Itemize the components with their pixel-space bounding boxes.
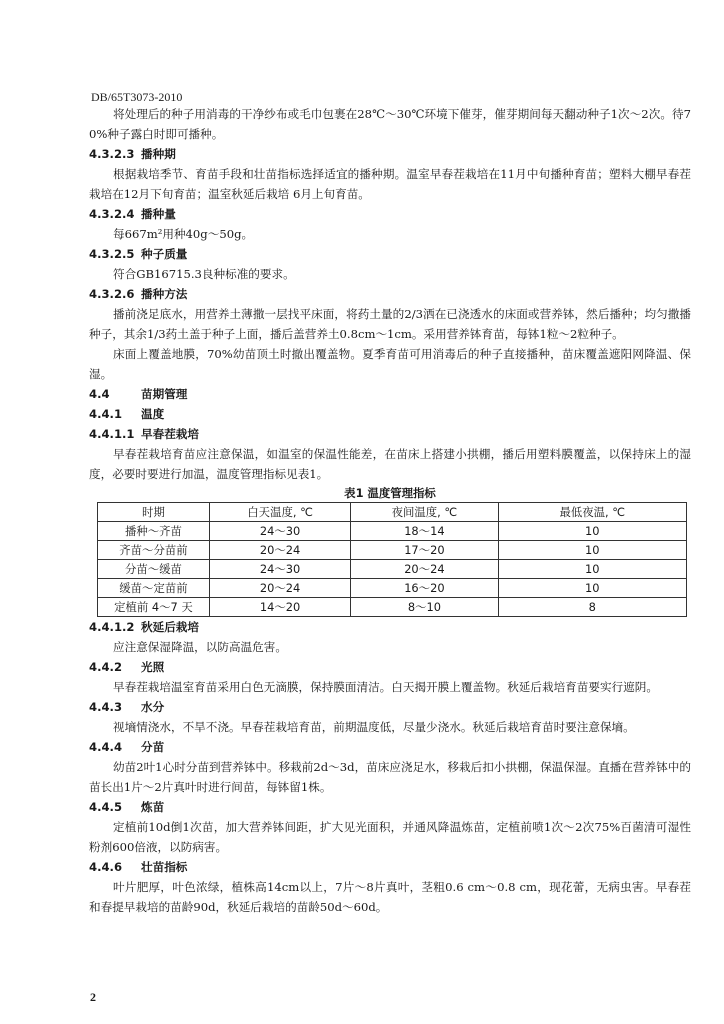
section-heading: [89, 657, 691, 677]
section-number: 4.3.2.4: [89, 207, 135, 221]
section-number: 4.4.3: [89, 700, 123, 714]
table-cell: 24～30: [209, 560, 350, 579]
table-cell: 8～10: [351, 598, 498, 617]
paragraph: 将处理后的种子用消毒的干净纱布或毛巾包裹在28℃～30℃环境下催芽，催芽期间每天翻动种子1次～2次。待70%种子露白时即可播种。: [89, 107, 691, 141]
page-number: 2: [90, 990, 96, 1004]
section-heading: [89, 737, 691, 757]
table-cell: 10: [498, 522, 686, 541]
section-title: 早春茬栽培: [141, 427, 199, 441]
table-cell: 14～20: [209, 598, 350, 617]
table-cell: 20～24: [351, 560, 498, 579]
paragraph: 早春茬栽培温室育苗采用白色无滴膜，保持膜面清洁。白天揭开膜上覆盖物。秋延后栽培育苗要实行遮阴。: [113, 680, 658, 694]
table-cell: 24～30: [209, 522, 350, 541]
section-number: 4.4.2: [89, 660, 123, 674]
table-cell: 定植前 4～7 天: [98, 598, 210, 617]
section-title: 播种期: [141, 147, 176, 161]
table-cell: 18～14: [351, 522, 498, 541]
section-number: 4.4.1.1: [89, 427, 135, 441]
paragraph: 幼苗2叶1心时分苗到营养钵中。移栽前2d～3d，苗床应浇足水，移栽后扣小拱棚，保温保湿。直播在营养钵中的苗长出1片～2片真叶时进行间苗，每钵留1株。: [89, 760, 691, 794]
table-cell: 8: [498, 598, 686, 617]
table-row: [98, 522, 687, 541]
document-body: [89, 104, 691, 917]
table-cell: 缓苗～定苗前: [98, 579, 210, 598]
table-header-cell: 夜间温度, ℃: [351, 503, 498, 522]
table-cell: 10: [498, 560, 686, 579]
section-number: 4.4.5: [89, 800, 123, 814]
paragraph: 应注意保湿降温，以防高温危害。: [113, 640, 287, 654]
table-row: [98, 579, 687, 598]
section-title: 炼苗: [141, 800, 165, 814]
table-header-cell: 白天温度, ℃: [209, 503, 350, 522]
section-heading: [89, 204, 691, 224]
table-title: 表1 温度管理指标: [344, 486, 436, 500]
table-header-cell: 最低夜温, ℃: [498, 503, 686, 522]
section-title: 水分: [141, 700, 165, 714]
section-title: 光照: [141, 660, 165, 674]
section-heading: [89, 144, 691, 164]
section-heading: [89, 244, 691, 264]
paragraph: 早春茬栽培育苗应注意保温，如温室的保温性能差，在苗床上搭建小拱棚，播后用塑料膜覆盖，以保持床上的湿度，必要时要进行加温，温度管理指标见表1。: [89, 447, 691, 481]
section-title: 分苗: [141, 740, 165, 754]
paragraph: 根据栽培季节、育苗手段和壮苗指标选择适宜的播种期。温室早春茬栽培在11月中旬播种育苗；塑料大棚早春茬栽培在12月下旬育苗；温室秋延后栽培 6月上旬育苗。: [89, 167, 691, 201]
section-title: 秋延后栽培: [141, 620, 199, 634]
section-number: 4.4: [89, 387, 110, 401]
section-title: 壮苗指标: [141, 860, 188, 874]
section-title: 播种量: [141, 207, 176, 221]
paragraph: 视墒情浇水，不旱不浇。早春茬栽培育苗，前期温度低，尽量少浇水。秋延后栽培育苗时要注意保墒。: [113, 720, 635, 734]
table-cell: 10: [498, 541, 686, 560]
section-heading: [89, 424, 691, 444]
table-cell: 10: [498, 579, 686, 598]
table-cell: 16～20: [351, 579, 498, 598]
table-cell: 齐苗～分苗前: [98, 541, 210, 560]
table-row: [98, 560, 687, 579]
section-title: 温度: [141, 407, 165, 421]
table-cell: 17～20: [351, 541, 498, 560]
document-code: DB/65T3073-2010: [91, 90, 183, 104]
section-heading: [89, 797, 691, 817]
table-cell: 分苗～缓苗: [98, 560, 210, 579]
table-row: [98, 598, 687, 617]
table-header-cell: 时期: [98, 503, 210, 522]
paragraph: 床面上覆盖地膜，70%幼苗顶土时撤出覆盖物。夏季育苗可用消毒后的种子直接播种，苗床覆盖遮阳网降温、保湿。: [89, 347, 691, 381]
paragraph: 定植前10d倒1次苗，加大营养钵间距，扩大见光面积，并通风降温炼苗，定植前喷1次～2次75%百菌清可湿性粉剂600倍液，以防病害。: [89, 820, 691, 854]
section-number: 4.3.2.6: [89, 287, 135, 301]
section-heading: [89, 857, 691, 877]
table-cell: 20～24: [209, 579, 350, 598]
section-number: 4.4.1: [89, 407, 123, 421]
section-number: 4.4.6: [89, 860, 123, 874]
paragraph: 播前浇足底水，用营养土薄撒一层找平床面，将药土量的2/3洒在已浇透水的床面或营养钵，然后播种；均匀撒播种子，其余1/3药土盖于种子上面，播后盖营养土0.8cm～1cm。采用营养钵育苗，每钵1粒～2粒种子。: [89, 307, 691, 341]
section-heading: [89, 384, 691, 404]
section-title: 播种方法: [141, 287, 188, 301]
section-heading: [89, 284, 691, 304]
section-title: 苗期管理: [141, 387, 188, 401]
section-heading: [89, 404, 691, 424]
paragraph: 叶片肥厚，叶色浓绿，植株高14cm以上，7片～8片真叶，茎粗0.6 cm～0.8 cm，现花蕾，无病虫害。早春茬和春提早栽培的苗龄90d，秋延后栽培的苗龄50d～60d。: [89, 880, 691, 914]
temperature-table: [97, 502, 687, 617]
table-cell: 播种～齐苗: [98, 522, 210, 541]
section-heading: [89, 617, 691, 637]
section-heading: [89, 697, 691, 717]
section-number: 4.3.2.3: [89, 147, 135, 161]
section-title: 种子质量: [141, 247, 188, 261]
section-number: 4.3.2.5: [89, 247, 135, 261]
section-number: 4.4.4: [89, 740, 123, 754]
table-header-row: [98, 503, 687, 522]
table-cell: 20～24: [209, 541, 350, 560]
table-row: [98, 541, 687, 560]
paragraph: 每667m²用种40g～50g。: [113, 227, 254, 241]
paragraph: 符合GB16715.3良种标准的要求。: [113, 267, 295, 281]
section-number: 4.4.1.2: [89, 620, 135, 634]
